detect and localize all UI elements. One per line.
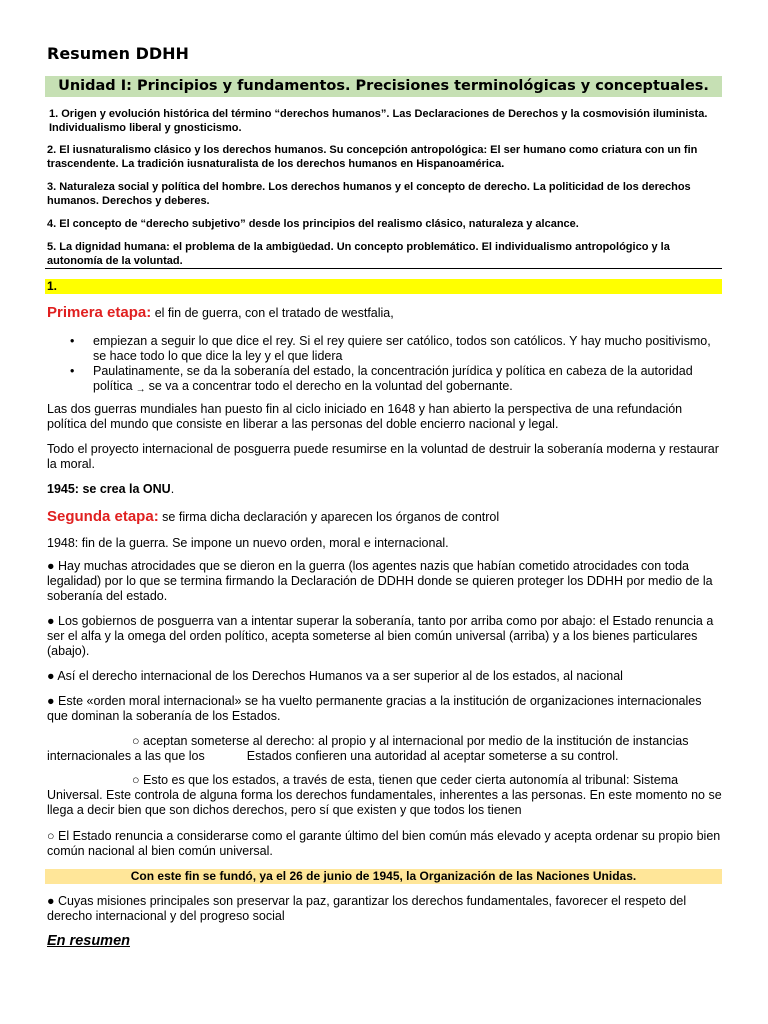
sub-paragraph xyxy=(47,734,722,764)
stage-one-title: Primera etapa: xyxy=(47,304,152,321)
paragraph: Todo el proyecto internacional de posguerra puede resumirse en la voluntad de destruir la soberanía moderna y restaurar la moral. xyxy=(47,442,719,471)
paragraph: Las dos guerras mundiales han puesto fin al ciclo iniciado en 1648 y han abierto la perspectiva de una refundación política del mundo que consiste en liberar a las personas del doble encierro nacional y legal. xyxy=(47,402,683,431)
unit-heading: Unidad I: Principios y fundamentos. Precisiones terminológicas y conceptuales. xyxy=(45,76,722,97)
onu-creation-text: 1945: se crea la ONU xyxy=(47,482,171,496)
bullet-text: empiezan a seguir lo que dice el rey. Si el rey quiere ser católico, todos son católicos. Y hay mucho positivismo, se hace todo lo que dice la ley y el que lidera xyxy=(93,334,711,363)
horizontal-divider xyxy=(45,268,722,269)
arrow-icon: → xyxy=(135,384,146,395)
toc-item-3: 3. Naturaleza social y política del hombre. Los derechos humanos y el concepto de derecho. La politicidad de los derechos humanos. Derechos y deberes. xyxy=(47,181,691,207)
stage-one-bullets xyxy=(70,334,720,397)
paragraph: ● Hay muchas atrocidades que se dieron en la guerra (los agentes nazis que habían cometido atrocidades con toda legalidad) por lo que se termina firmando la Declaración de DDHH donde se quieren proteger los DDHH por medio de la soberanía del estado. xyxy=(47,559,713,603)
un-foundation-banner: Con este fin se fundó, ya el 26 de junio de 1945, la Organización de las Naciones Unidas. xyxy=(45,869,722,884)
sub-paragraph-text: ○ Esto es que los estados, a través de esta, tienen que ceder cierta autonomía al tribunal: Sistema Universal. Este controla de alguna forma los derechos fundamentales, inherentes a las personas. En este momento no se llega a decir bien que son dichos derechos, pero sí que existen y que todos los tienen xyxy=(47,773,722,817)
bullet-text-tail: se va a concentrar todo el derecho en la voluntad del gobernante. xyxy=(148,379,513,393)
toc-item-2: 2. El iusnaturalismo clásico y los derechos humanos. Su concepción antropológica: El ser humano como criatura con un fin trascendente. La tradición iusnaturalista de los derechos humanos en Hispanoamérica. xyxy=(47,144,698,170)
sub-paragraph-text: ○ aceptan someterse al derecho: al propio y al internacional por medio de la institución de instancias internacionales a las que los xyxy=(47,734,689,763)
section-number-highlight: 1. xyxy=(45,279,722,294)
toc-item-1: 1. Origen y evolución histórica del término “derechos humanos”. Las Declaraciones de Derechos y la cosmovisión iluminista. Individualismo liberal y gnosticismo. xyxy=(49,108,708,134)
stage-one-text: el fin de guerra, con el tratado de westfalia, xyxy=(154,306,394,320)
document-title: Resumen DDHH xyxy=(47,44,189,63)
sub-paragraph-text-tail: Estados confieren una autoridad al aceptar someterse a su control. xyxy=(246,749,619,763)
bullet-text: Paulatinamente, se da la soberanía del estado, la concentración jurídica y política en cabeza de la autoridad política xyxy=(93,364,693,393)
stage-two-text: se firma dicha declaración y aparecen los órganos de control xyxy=(162,510,500,524)
stage-one xyxy=(47,304,394,321)
onu-creation-period: . xyxy=(170,482,175,496)
paragraph: ● Cuyas misiones principales son preservar la paz, garantizar los derechos fundamentales, favorecer el respeto del derecho internacional y del progreso social xyxy=(47,894,687,923)
sub-paragraph: ○ El Estado renuncia a considerarse como el garante último del bien común más elevado y acepta ordenar su propio bien común nacional al bien común universal. xyxy=(47,829,721,858)
summary-heading: En resumen xyxy=(47,933,130,949)
toc-item-4: 4. El concepto de “derecho subjetivo” desde los principios del realismo clásico, naturaleza y alcance. xyxy=(47,218,579,230)
stage-two xyxy=(47,508,499,525)
paragraph: ● Este «orden moral internacional» se ha vuelto permanente gracias a la institución de organizaciones internacionales que dominan la soberanía de los Estados. xyxy=(47,694,702,723)
list-item xyxy=(70,364,720,397)
toc-item-5: 5. La dignidad humana: el problema de la ambigüedad. Un concepto problemático. El individualismo antropológico y la autonomía de la voluntad. xyxy=(47,241,670,267)
onu-creation-line xyxy=(47,482,722,497)
paragraph: 1948: fin de la guerra. Se impone un nuevo orden, moral e internacional. xyxy=(47,536,449,550)
paragraph: ● Los gobiernos de posguerra van a intentar superar la soberanía, tanto por arriba como por abajo: el Estado renuncia a ser el alfa y la omega del orden político, acepta someterse al bien común universal (arriba) y a los bienes particulares (abajo). xyxy=(47,614,714,658)
stage-two-title: Segunda etapa: xyxy=(47,508,159,525)
list-item xyxy=(70,334,720,364)
sub-paragraph xyxy=(47,773,722,818)
paragraph: ● Así el derecho internacional de los Derechos Humanos va a ser superior al de los estados, al nacional xyxy=(47,669,623,683)
